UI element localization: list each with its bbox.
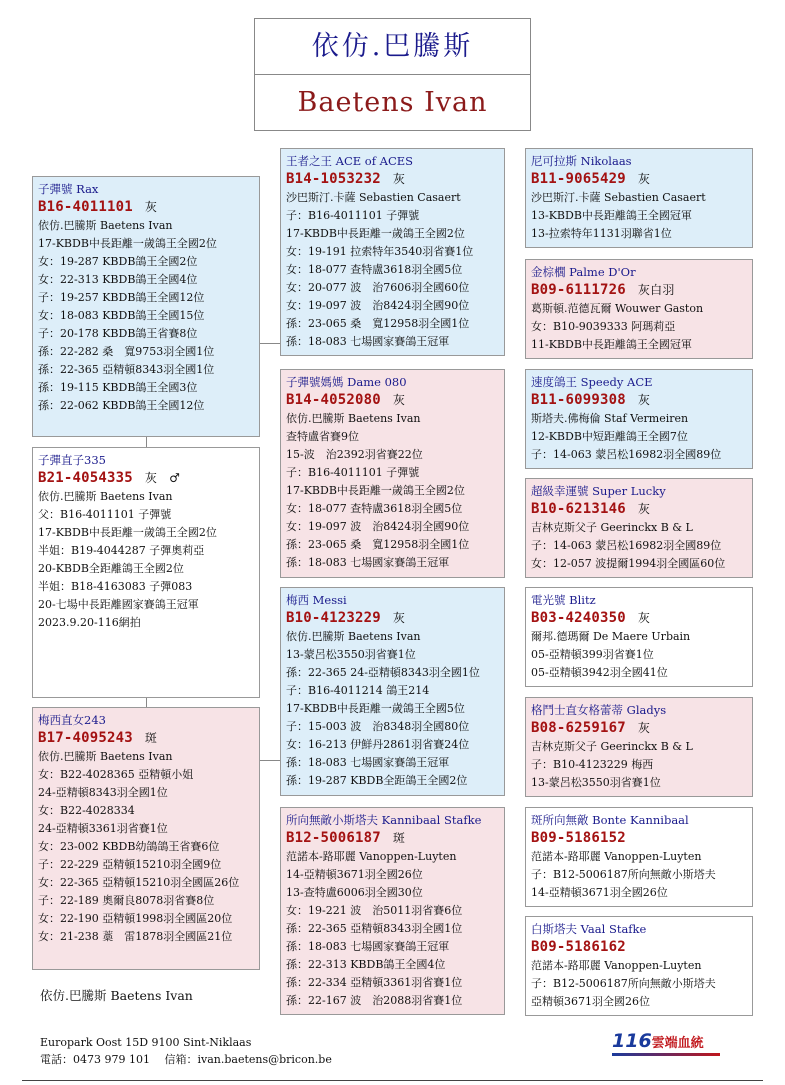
record-line: 查特盧省賽9位: [286, 430, 359, 443]
pigeon-name: 子彈號媽媽 Dame 080: [286, 375, 407, 389]
pigeon-color: 灰: [392, 611, 406, 625]
pigeon-record: [531, 848, 747, 902]
record-line: 孫：22-167 波 治2088羽省賽1位: [286, 994, 463, 1007]
contact-block: [40, 1034, 332, 1068]
record-line: 女：22-313 KBDB鴿王全國4位: [38, 273, 198, 286]
pigeon-name: 子彈直子335: [38, 453, 106, 467]
pigeon-name: 尼可拉斯 Nikolaas: [531, 154, 632, 168]
pigeon-record: [38, 488, 254, 632]
dam-dam-card[interactable]: [280, 807, 505, 1015]
record-line: 女：19-221 波 治5011羽省賽6位: [286, 904, 463, 917]
record-line: 依仿.巴騰斯 Baetens Ivan: [286, 412, 421, 425]
ring-number: B11-6099308 灰: [531, 392, 651, 408]
pigeon-name: 速度鴿王 Speedy ACE: [531, 375, 653, 389]
record-line: 女：18-083 KBDB鴿王全國15位: [38, 309, 205, 322]
connector-line: [260, 760, 280, 761]
ring-number: B17-4095243 斑: [38, 730, 158, 746]
record-line: 15-波 治2392羽省賽22位: [286, 448, 423, 461]
record-line: 依仿.巴騰斯 Baetens Ivan: [38, 750, 173, 763]
record-line: 依仿.巴騰斯 Baetens Ivan: [38, 219, 173, 232]
record-line: 孫：23-065 桑 寬12958羽全國1位: [286, 538, 470, 551]
record-line: 17-KBDB中長距離一歲鴿王全國2位: [38, 237, 217, 250]
record-line: 孫：18-083 七場國家賽鴿王冠軍: [286, 940, 450, 953]
ring-number: B11-9065429 灰: [531, 171, 651, 187]
record-line: 12-KBDB中短距離鴿王全國7位: [531, 430, 688, 443]
record-line: 女：19-287 KBDB鴿王全國2位: [38, 255, 198, 268]
pigeon-color: 灰: [392, 172, 406, 186]
pigeon-color: 灰: [637, 611, 651, 625]
dsd-card[interactable]: [525, 697, 753, 797]
pigeon-color: 灰白羽: [637, 283, 675, 297]
dss-card[interactable]: [525, 587, 753, 687]
record-line: 女：12-057 波提爾1994羽全國區60位: [531, 557, 726, 570]
record-line: 孫：22-365 24-亞精頓8343羽全國1位: [286, 666, 480, 679]
record-line: 孫：18-083 七場國家賽鴿王冠軍: [286, 335, 450, 348]
record-line: 17-KBDB中長距離一歲鴿王全國2位: [38, 526, 217, 539]
record-line: 孫：23-065 桑 寬12958羽全國1位: [286, 317, 470, 330]
record-line: 孫：22-062 KBDB鴿王全國12位: [38, 399, 205, 412]
connector-line: [260, 343, 280, 344]
record-line: 父：B16-4011101 子彈號: [38, 508, 172, 521]
ring-number: B03-4240350 灰: [531, 610, 651, 626]
pedigree-header: [254, 18, 531, 131]
record-line: 女：18-077 查特盧3618羽全國5位: [286, 502, 463, 515]
record-line: 半姐：B19-4044287 子彈奧莉亞: [38, 544, 205, 557]
record-line: 子：B16-4011101 子彈號: [286, 209, 420, 222]
record-line: 24-亞精頓8343羽全國1位: [38, 786, 168, 799]
address-text: Europark Oost 15D 9100 Sint-Niklaas: [40, 1036, 252, 1049]
ssd-card[interactable]: [525, 259, 753, 359]
pigeon-record: [531, 519, 747, 573]
record-line: 依仿.巴騰斯 Baetens Ivan: [38, 490, 173, 503]
record-line: 孫：19-115 KBDB鴿王全國3位: [38, 381, 198, 394]
pigeon-color: 灰: [637, 172, 651, 186]
ring-number: B16-4011101 灰: [38, 199, 158, 215]
pigeon-record: [531, 189, 747, 243]
record-line: 17-KBDB中長距離一歲鴿王全國2位: [286, 227, 465, 240]
record-line: 孫：18-083 七場國家賽鴿王冠軍: [286, 556, 450, 569]
pigeon-record: [531, 738, 747, 792]
record-line: 依仿.巴騰斯 Baetens Ivan: [286, 630, 421, 643]
record-line: 子：B12-5006187所向無敵小斯塔夫: [531, 977, 716, 990]
pigeon-name: 梅西 Messi: [286, 593, 347, 607]
record-line: 亞精頓3671羽全國26位: [531, 995, 650, 1008]
dds-card[interactable]: [525, 807, 753, 907]
connector-line: [146, 698, 147, 707]
record-line: 13-蒙呂松3550羽省賽1位: [531, 776, 661, 789]
sex-icon: ♂: [169, 471, 181, 485]
breeder-title-english: Baetens Ivan: [297, 87, 488, 118]
pigeon-record: [531, 628, 747, 682]
pigeon-color: 灰: [637, 393, 651, 407]
ring-number: B14-4052080 灰: [286, 392, 406, 408]
record-line: 13-查特盧6006羽全國30位: [286, 886, 423, 899]
site-logo: 116雲端血統: [612, 1030, 720, 1056]
sire-sire-card[interactable]: [280, 148, 505, 356]
record-line: 孫：19-287 KBDB全距鴿王全國2位: [286, 774, 468, 787]
record-line: 女：16-213 伊鮮丹2861羽省賽24位: [286, 738, 470, 751]
record-line: 13-KBDB中長距離鴿王全國冠軍: [531, 209, 692, 222]
ring-number: B09-5186152: [531, 830, 626, 846]
record-line: 14-亞精頓3671羽全國26位: [286, 868, 423, 881]
record-line: 女：19-191 拉索特年3540羽省賽1位: [286, 245, 474, 258]
record-line: 女：B22-4028365 亞精頓小姐: [38, 768, 194, 781]
ring-number: B10-4123229 灰: [286, 610, 406, 626]
pigeon-record: [286, 848, 499, 1010]
record-line: 子：14-063 蒙呂松16982羽全國89位: [531, 539, 722, 552]
pigeon-color: 斑: [392, 831, 406, 845]
record-line: 女：18-077 查特盧3618羽全國5位: [286, 263, 463, 276]
pigeon-name: 金棕櫚 Palme D'Or: [531, 265, 636, 279]
pigeon-color: 灰: [637, 502, 651, 516]
ring-number: B21-4054335 灰 ♂: [38, 470, 181, 486]
ring-number: B12-5006187 斑: [286, 830, 406, 846]
pigeon-record: [286, 410, 499, 572]
ring-number: B09-6111726 灰白羽: [531, 282, 675, 298]
record-line: 11-KBDB中長距離鴿王全國冠軍: [531, 338, 692, 351]
connector-line: [146, 437, 147, 447]
record-line: 孫：22-365 亞精頓8343羽全國1位: [38, 363, 215, 376]
pigeon-record: [286, 628, 499, 790]
sds-card[interactable]: [525, 369, 753, 469]
record-line: 吉林克斯父子 Geerinckx B & L: [531, 521, 693, 534]
pigeon-name: 電光號 Blitz: [531, 593, 596, 607]
record-line: 13-拉索特年1131羽聯省1位: [531, 227, 672, 240]
sss-card[interactable]: [525, 148, 753, 248]
record-line: 子：19-257 KBDB鴿王全國12位: [38, 291, 205, 304]
pigeon-record: [38, 217, 254, 415]
pigeon-color: 灰: [392, 393, 406, 407]
record-line: 女：19-097 波 治8424羽全國90位: [286, 520, 470, 533]
pigeon-color: 灰: [144, 200, 158, 214]
record-line: 爾邦.德瑪爾 De Maere Urbain: [531, 630, 691, 643]
pigeon-color: 斑: [144, 731, 158, 745]
record-line: 女：19-097 波 治8424羽全國90位: [286, 299, 470, 312]
record-line: 孫：22-313 KBDB鴿王全國4位: [286, 958, 446, 971]
record-line: 子：B10-4123229 梅西: [531, 758, 654, 771]
record-line: 05-亞精頓399羽省賽1位: [531, 648, 654, 661]
pigeon-record: [531, 410, 747, 464]
record-line: 24-亞精頓3361羽省賽1位: [38, 822, 168, 835]
record-line: 子：14-063 蒙呂松16982羽全國89位: [531, 448, 722, 461]
record-line: 13-蒙呂松3550羽省賽1位: [286, 648, 416, 661]
record-line: 孫：22-334 亞精頓3361羽省賽1位: [286, 976, 463, 989]
record-line: 孫：18-083 七場國家賽鴿王冠軍: [286, 756, 450, 769]
record-line: 子：22-189 奧爾良8078羽省賽8位: [38, 894, 215, 907]
record-line: 斯塔夫.佛梅倫 Staf Vermeiren: [531, 412, 689, 425]
pigeon-record: [38, 748, 254, 946]
record-line: 女：23-002 KBDB幼鴿鴿王省賽6位: [38, 840, 220, 853]
pigeon-name: 斑所向無敵 Bonte Kannibaal: [531, 813, 689, 827]
subject-card[interactable]: [32, 447, 260, 698]
ring-number: B09-5186162: [531, 939, 626, 955]
record-line: 女：22-190 亞精頓1998羽全國區20位: [38, 912, 233, 925]
dam-card[interactable]: [32, 707, 260, 970]
record-line: 女：22-365 亞精頓15210羽全國區26位: [38, 876, 240, 889]
record-line: 范諾本-路耶麗 Vanoppen-Luyten: [531, 959, 702, 972]
record-line: 葛斯頓.范德瓦爾 Wouwer Gaston: [531, 302, 704, 315]
record-line: 子：15-003 波 治8348羽全國80位: [286, 720, 470, 733]
pigeon-record: [531, 957, 747, 1011]
contact-text: 電話：0473 979 101 信箱：ivan.baetens@bricon.be: [40, 1053, 332, 1066]
record-line: 沙巴斯汀.卡薩 Sebastien Casaert: [286, 191, 461, 204]
pigeon-name: 子彈號 Rax: [38, 182, 99, 196]
record-line: 子：B12-5006187所向無敵小斯塔夫: [531, 868, 716, 881]
pigeon-color: 灰: [637, 721, 651, 735]
record-line: 20-KBDB全距離鴿王全國2位: [38, 562, 184, 575]
record-line: 子：22-229 亞精頓15210羽全國9位: [38, 858, 222, 871]
ddd-card[interactable]: [525, 916, 753, 1016]
record-line: 女：B10-9039333 阿瑪莉亞: [531, 320, 676, 333]
record-line: 女：21-238 藁 雷1878羽全國區21位: [38, 930, 233, 943]
breeder-signature: 依仿.巴騰斯 Baetens Ivan: [40, 988, 193, 1003]
pigeon-name: 格鬥士直女格蕾蒂 Gladys: [531, 703, 667, 717]
pigeon-name: 王者之王 ACE of ACES: [286, 154, 414, 168]
record-line: 05-亞精頓3942羽全國41位: [531, 666, 668, 679]
record-line: 子：20-178 KBDB鴿王省賽8位: [38, 327, 198, 340]
pigeon-name: 白斯塔夫 Vaal Stafke: [531, 922, 647, 936]
record-line: 子：B16-4011214 鴿王214: [286, 684, 430, 697]
dam-sire-card[interactable]: [280, 587, 505, 796]
pigeon-record: [531, 300, 747, 354]
record-line: 范諾本-路耶麗 Vanoppen-Luyten: [286, 850, 457, 863]
record-line: 半姐：B18-4163083 子彈083: [38, 580, 193, 593]
record-line: 子：B16-4011101 子彈號: [286, 466, 420, 479]
pigeon-color: 灰: [144, 471, 158, 485]
record-line: 吉林克斯父子 Geerinckx B & L: [531, 740, 693, 753]
sdd-card[interactable]: [525, 478, 753, 578]
sire-dam-card[interactable]: [280, 369, 505, 578]
record-line: 20-七場中長距離國家賽鴿王冠軍: [38, 598, 199, 611]
pigeon-record: [286, 189, 499, 351]
pigeon-name: 所向無敵小斯塔夫 Kannibaal Stafke: [286, 813, 482, 827]
divider: [22, 1080, 763, 1081]
ring-number: B08-6259167 灰: [531, 720, 651, 736]
record-line: 女：B22-4028334: [38, 804, 135, 817]
record-line: 范諾本-路耶麗 Vanoppen-Luyten: [531, 850, 702, 863]
pigeon-name: 梅西直女243: [38, 713, 106, 727]
record-line: 沙巴斯汀.卡薩 Sebastien Casaert: [531, 191, 706, 204]
ring-number: B14-1053232 灰: [286, 171, 406, 187]
record-line: 女：20-077 波 治7606羽全國60位: [286, 281, 470, 294]
record-line: 17-KBDB中長距離一歲鴿王全國2位: [286, 484, 465, 497]
record-line: 17-KBDB中長距離一歲鴿王全國5位: [286, 702, 465, 715]
pigeon-name: 超級幸運號 Super Lucky: [531, 484, 666, 498]
record-line: 14-亞精頓3671羽全國26位: [531, 886, 668, 899]
record-line: 孫：22-282 桑 寬9753羽全國1位: [38, 345, 215, 358]
record-line: 2023.9.20-116網拍: [38, 616, 141, 629]
ring-number: B10-6213146 灰: [531, 501, 651, 517]
record-line: 孫：22-365 亞精頓8343羽全國1位: [286, 922, 463, 935]
breeder-title-chinese: 依仿.巴騰斯: [255, 19, 530, 75]
sire-card[interactable]: [32, 176, 260, 437]
